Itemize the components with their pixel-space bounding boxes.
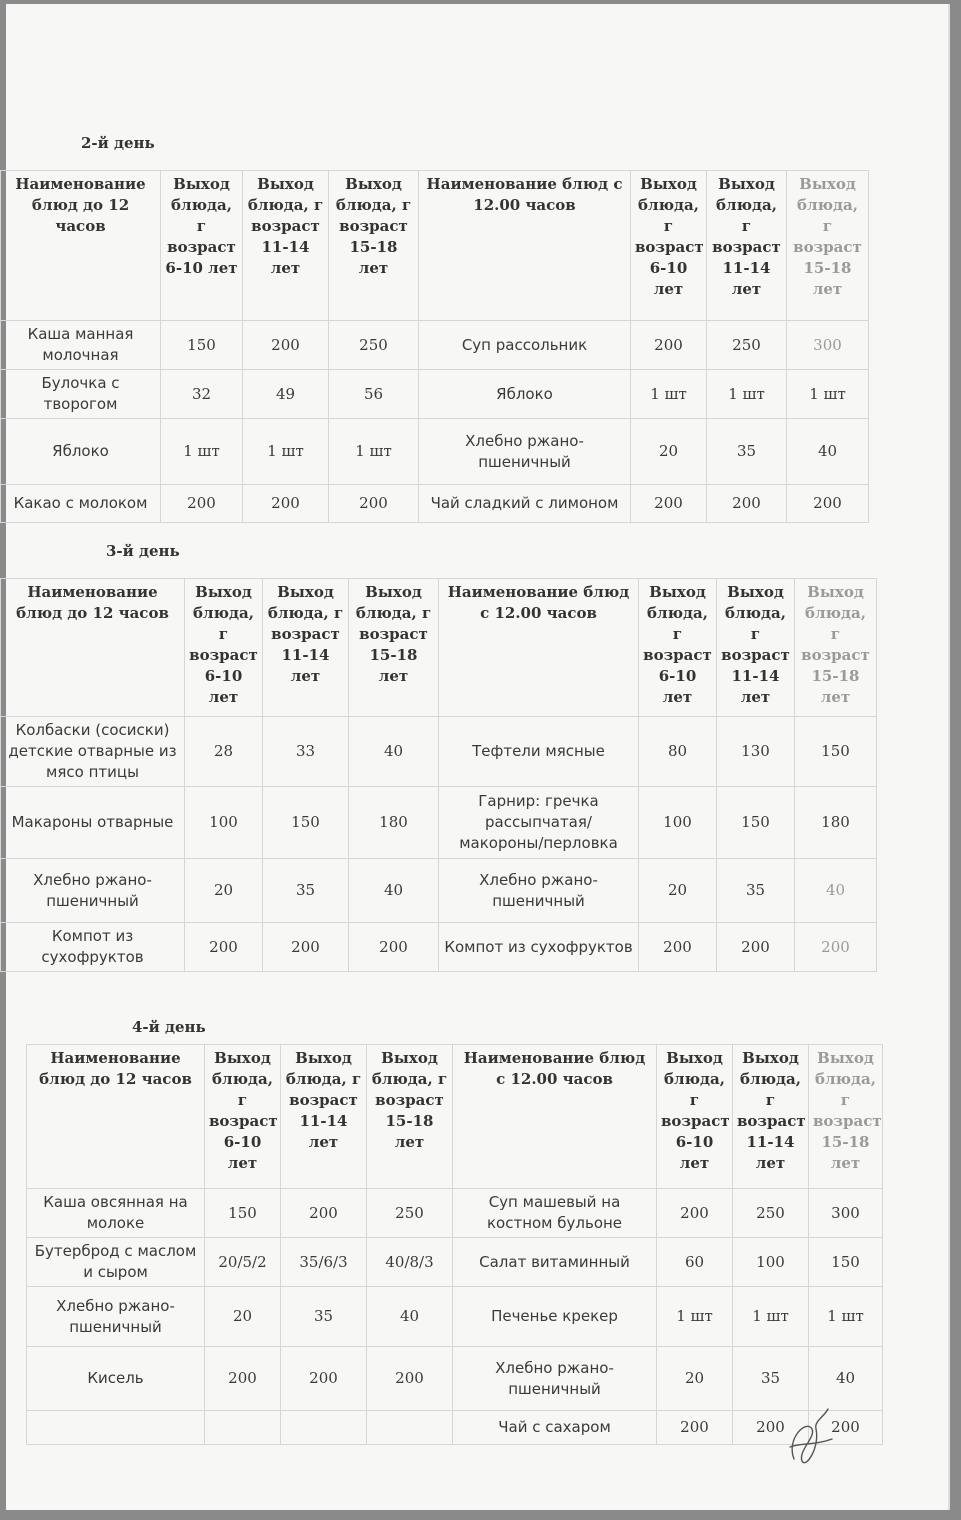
portion-value: 20 xyxy=(657,1347,733,1411)
table-row xyxy=(27,1189,883,1238)
portion-value: 150 xyxy=(809,1238,883,1287)
portion-value: 150 xyxy=(717,787,795,859)
portion-value: 200 xyxy=(263,923,349,972)
header-cell: Выход блюда, г возраст 11-14 лет xyxy=(717,579,795,717)
table-row xyxy=(1,321,869,370)
table-row xyxy=(27,1238,883,1287)
header-cell: Выход блюда, г возраст 11-14 лет xyxy=(707,171,787,321)
header-cell: Выход блюда, г возраст 6-10 лет xyxy=(161,171,243,321)
portion-value: 200 xyxy=(733,1411,809,1445)
table-row xyxy=(1,787,877,859)
portion-value: 200 xyxy=(243,485,329,523)
dish-name: Суп машевый на костном бульоне xyxy=(453,1189,657,1238)
portion-value: 200 xyxy=(281,1347,367,1411)
portion-value: 250 xyxy=(733,1189,809,1238)
header-cell: Наименование блюд с 12.00 часов xyxy=(439,579,639,717)
dish-name: Компот из сухофруктов xyxy=(1,923,185,972)
portion-value: 20 xyxy=(631,419,707,485)
portion-value: 40 xyxy=(795,859,877,923)
dish-name: Яблоко xyxy=(419,370,631,419)
dish-name: Компот из сухофруктов xyxy=(439,923,639,972)
document-page xyxy=(6,4,950,1510)
portion-value: 33 xyxy=(263,717,349,787)
dish-name: Кисель xyxy=(27,1347,205,1411)
portion-value xyxy=(367,1411,453,1445)
header-cell: Наименование блюд до 12 часов xyxy=(1,171,161,321)
dish-name: Печенье крекер xyxy=(453,1287,657,1347)
portion-value: 40 xyxy=(349,859,439,923)
header-cell: Наименование блюд до 12 часов xyxy=(1,579,185,717)
dish-name: Чай сладкий с лимоном xyxy=(419,485,631,523)
portion-value: 100 xyxy=(733,1238,809,1287)
portion-value xyxy=(281,1411,367,1445)
portion-value: 250 xyxy=(329,321,419,370)
portion-value: 200 xyxy=(787,485,869,523)
dish-name: Колбаски (сосиски) детские отварные из мясо птицы xyxy=(1,717,185,787)
portion-value: 180 xyxy=(349,787,439,859)
portion-value: 1 шт xyxy=(161,419,243,485)
portion-value: 40 xyxy=(349,717,439,787)
header-cell: Выход блюда, г возраст 6-10 лет xyxy=(639,579,717,717)
portion-value: 180 xyxy=(795,787,877,859)
header-cell: Выход блюда, г возраст 15-18 лет xyxy=(809,1045,883,1189)
portion-value: 1 шт xyxy=(329,419,419,485)
dish-name: Хлебно ржано-пшеничный xyxy=(439,859,639,923)
portion-value: 200 xyxy=(631,485,707,523)
portion-value: 1 шт xyxy=(631,370,707,419)
portion-value: 40 xyxy=(787,419,869,485)
portion-value: 150 xyxy=(205,1189,281,1238)
portion-value: 200 xyxy=(657,1189,733,1238)
portion-value: 35 xyxy=(263,859,349,923)
table-row xyxy=(1,485,869,523)
dish-name: Каша овсянная на молоке xyxy=(27,1189,205,1238)
day2-title: 2-й день xyxy=(81,134,155,152)
dish-name: Макароны отварные xyxy=(1,787,185,859)
dish-name: Какао с молоком xyxy=(1,485,161,523)
portion-value: 1 шт xyxy=(657,1287,733,1347)
header-cell: Выход блюда, г возраст 11-14 лет xyxy=(263,579,349,717)
header-cell: Выход блюда, г возраст 15-18 лет xyxy=(367,1045,453,1189)
portion-value: 49 xyxy=(243,370,329,419)
table-row xyxy=(1,370,869,419)
table-row xyxy=(1,717,877,787)
day2-table xyxy=(0,170,869,523)
portion-value: 35 xyxy=(733,1347,809,1411)
portion-value: 1 шт xyxy=(733,1287,809,1347)
table-row xyxy=(27,1287,883,1347)
dish-name: Булочка с творогом xyxy=(1,370,161,419)
portion-value: 35/6/3 xyxy=(281,1238,367,1287)
table-row xyxy=(27,1347,883,1411)
portion-value: 300 xyxy=(809,1189,883,1238)
portion-value: 200 xyxy=(639,923,717,972)
portion-value: 20 xyxy=(639,859,717,923)
dish-name: Тефтели мясные xyxy=(439,717,639,787)
portion-value: 60 xyxy=(657,1238,733,1287)
portion-value: 32 xyxy=(161,370,243,419)
dish-name: Гарнир: гречка рассыпчатая/ макороны/перловка xyxy=(439,787,639,859)
portion-value: 35 xyxy=(281,1287,367,1347)
portion-value: 100 xyxy=(639,787,717,859)
portion-value: 150 xyxy=(263,787,349,859)
portion-value: 200 xyxy=(809,1411,883,1445)
header-cell: Наименование блюд с 12.00 часов xyxy=(419,171,631,321)
portion-value: 40 xyxy=(367,1287,453,1347)
portion-value: 200 xyxy=(795,923,877,972)
portion-value: 20 xyxy=(185,859,263,923)
header-cell: Выход блюда, г возраст 6-10 лет xyxy=(657,1045,733,1189)
dish-name: Хлебно ржано-пшеничный xyxy=(1,859,185,923)
portion-value: 250 xyxy=(367,1189,453,1238)
header-cell: Выход блюда, г возраст 15-18 лет xyxy=(349,579,439,717)
portion-value: 200 xyxy=(349,923,439,972)
table-row xyxy=(1,923,877,972)
dish-name: Хлебно ржано-пшеничный xyxy=(419,419,631,485)
table-row xyxy=(27,1411,883,1445)
portion-value: 200 xyxy=(281,1189,367,1238)
header-cell: Выход блюда, г возраст 15-18 лет xyxy=(329,171,419,321)
portion-value: 1 шт xyxy=(243,419,329,485)
day4-title: 4-й день xyxy=(132,1018,206,1036)
header-cell: Выход блюда, г возраст 11-14 лет xyxy=(281,1045,367,1189)
dish-name xyxy=(27,1411,205,1445)
dish-name: Суп рассольник xyxy=(419,321,631,370)
header-cell: Выход блюда, г возраст 6-10 лет xyxy=(185,579,263,717)
dish-name: Бутерброд с маслом и сыром xyxy=(27,1238,205,1287)
portion-value: 35 xyxy=(707,419,787,485)
dish-name: Салат витаминный xyxy=(453,1238,657,1287)
dish-name: Каша манная молочная xyxy=(1,321,161,370)
dish-name: Хлебно ржано-пшеничный xyxy=(453,1347,657,1411)
portion-value: 1 шт xyxy=(809,1287,883,1347)
table-row xyxy=(1,419,869,485)
portion-value: 20 xyxy=(205,1287,281,1347)
portion-value xyxy=(205,1411,281,1445)
portion-value: 40/8/3 xyxy=(367,1238,453,1287)
portion-value: 56 xyxy=(329,370,419,419)
header-cell: Выход блюда, г возраст 15-18 лет xyxy=(787,171,869,321)
portion-value: 200 xyxy=(205,1347,281,1411)
header-cell: Выход блюда, г возраст 15-18 лет xyxy=(795,579,877,717)
dish-name: Чай с сахаром xyxy=(453,1411,657,1445)
portion-value: 130 xyxy=(717,717,795,787)
portion-value: 200 xyxy=(329,485,419,523)
header-cell: Выход блюда, г возраст 11-14 лет xyxy=(733,1045,809,1189)
header-cell: Выход блюда, г возраст 11-14 лет xyxy=(243,171,329,321)
portion-value: 200 xyxy=(161,485,243,523)
header-cell: Выход блюда, г возраст 6-10 лет xyxy=(205,1045,281,1189)
portion-value: 200 xyxy=(717,923,795,972)
portion-value: 20/5/2 xyxy=(205,1238,281,1287)
dish-name: Хлебно ржано-пшеничный xyxy=(27,1287,205,1347)
header-cell: Наименование блюд с 12.00 часов xyxy=(453,1045,657,1189)
header-cell: Выход блюда, г возраст 6-10 лет xyxy=(631,171,707,321)
portion-value: 200 xyxy=(367,1347,453,1411)
portion-value: 250 xyxy=(707,321,787,370)
portion-value: 100 xyxy=(185,787,263,859)
signature-icon xyxy=(776,1399,836,1479)
portion-value: 200 xyxy=(185,923,263,972)
day3-table xyxy=(0,578,877,972)
day3-title: 3-й день xyxy=(106,542,180,560)
portion-value: 150 xyxy=(161,321,243,370)
portion-value: 40 xyxy=(809,1347,883,1411)
portion-value: 200 xyxy=(707,485,787,523)
portion-value: 28 xyxy=(185,717,263,787)
portion-value: 200 xyxy=(657,1411,733,1445)
dish-name: Яблоко xyxy=(1,419,161,485)
portion-value: 300 xyxy=(787,321,869,370)
portion-value: 150 xyxy=(795,717,877,787)
portion-value: 35 xyxy=(717,859,795,923)
portion-value: 200 xyxy=(631,321,707,370)
portion-value: 1 шт xyxy=(787,370,869,419)
portion-value: 200 xyxy=(243,321,329,370)
portion-value: 1 шт xyxy=(707,370,787,419)
table-row xyxy=(1,859,877,923)
portion-value: 80 xyxy=(639,717,717,787)
header-cell: Наименование блюд до 12 часов xyxy=(27,1045,205,1189)
day4-table xyxy=(26,1044,883,1445)
